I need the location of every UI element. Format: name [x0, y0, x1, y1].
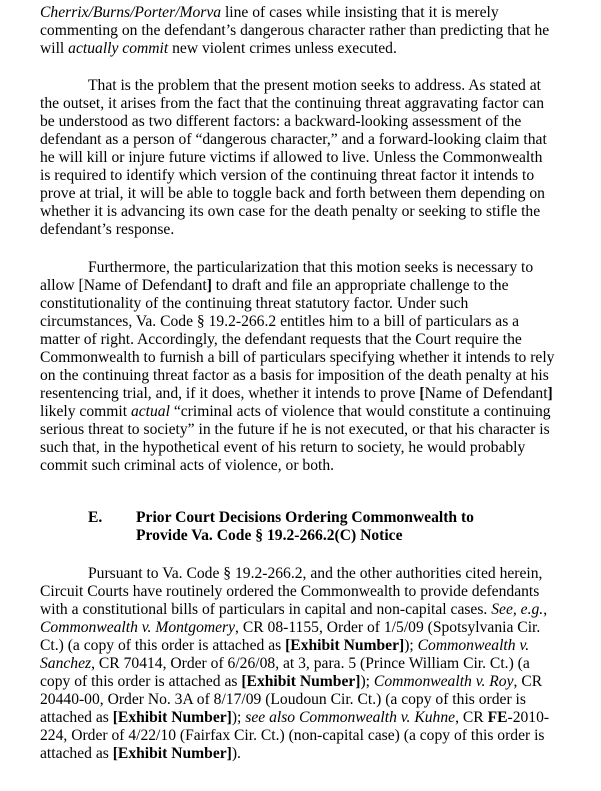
text-line: circumstances, Va. Code § 19.2-266.2 entitles him to a bill of particulars as a [40, 313, 520, 330]
text-line: the outset, it arises from the fact that the continuing threat aggravating factor can [40, 95, 545, 112]
text-span: to draft and file an appropriate challenge to the [211, 277, 509, 294]
text-line: he will kill or injure future victims if allowed to live. Unless the Commonwealth [40, 149, 543, 166]
text-line: commit such criminal acts of violence, or both. [40, 457, 335, 474]
text-line: serious threat to society” in the future if he is not executed, or that his character is [40, 421, 550, 438]
text-span: copy of this order is attached as [40, 673, 242, 690]
text-line [40, 745, 241, 763]
text-line [40, 277, 509, 295]
text-line [40, 619, 540, 637]
text-line [40, 385, 553, 403]
text-line: be understood as two different factors: a backward-looking assessment of the [40, 113, 522, 130]
signal-italic: See, e.g. [491, 601, 544, 618]
case-name-italic: see also Commonwealth v. Kuhne [245, 709, 456, 726]
text-span: attached as [40, 745, 113, 762]
text-line [40, 601, 547, 619]
bold-bracket: ] [547, 385, 553, 402]
bold-text: FE [487, 709, 508, 726]
text-line [40, 40, 397, 58]
text-line: on the continuing threat factor as a basis for imposition of the death penalty at his [40, 367, 549, 384]
text-line: whether it is advancing its own case for the death penalty or seeking to stifle the [40, 203, 541, 220]
text-span: Name of Defendant [424, 385, 548, 402]
text-span: line of cases while insisting that it is merely [221, 4, 499, 21]
text-line: matter of right. Accordingly, the defendant requests that the Court require the [40, 331, 522, 348]
text-span: , CR 08-1155, Order of 1/5/09 (Spotsylvania Cir. [235, 619, 541, 636]
text-line [40, 637, 529, 655]
text-line [40, 673, 542, 691]
text-line: constitutionality of the continuing threat statutory factor. Under such [40, 295, 469, 312]
text-line: Circuit Courts have routinely ordered the Commonwealth to provide defendants [40, 583, 540, 600]
text-span: allow [Name of Defendant [40, 277, 207, 294]
emphasis-italic: actual [130, 403, 170, 420]
text-line [40, 4, 499, 22]
text-span: Ct.) (a copy of this order is attached as [40, 637, 286, 654]
text-line: Furthermore, the particularization that this motion seeks is necessary to [88, 259, 534, 276]
text-span: , CR 70414, Order of 6/26/08, at 3, para. 5 (Prince William Cir. Ct.) (a [91, 655, 530, 672]
text-span: , CR [513, 673, 543, 690]
case-citation-italic: Cherrix/Burns/Porter/Morva [40, 4, 222, 21]
bold-bracket: [ [419, 385, 425, 402]
text-span: resentencing trial, and, if it does, whether it intends to prove [40, 385, 420, 402]
text-span: , CR [455, 709, 488, 726]
text-line: defendant’s response. [40, 221, 175, 238]
text-span: -2010- [507, 709, 550, 726]
text-line: commenting on the defendant’s dangerous character rather than predicting that he [40, 22, 550, 39]
text-span: new violent crimes unless executed. [168, 40, 397, 57]
text-line: prove at trial, it will be able to toggle back and forth between them depending on [40, 185, 545, 202]
section-letter: E. [88, 509, 103, 526]
emphasis-italic: actually commit [68, 40, 169, 57]
text-line: Commonwealth to furnish a bill of particulars specifying whether it intends to rely [40, 349, 555, 366]
text-line: 224, Order of 4/22/10 (Fairfax Cir. Ct.) (non-capital case) (a copy of this order is [40, 727, 545, 744]
exhibit-placeholder: [Exhibit Number] [112, 745, 232, 762]
text-span: will [40, 40, 69, 57]
text-span: likely commit [40, 403, 131, 420]
case-name-italic: Commonwealth v. Montgomery [40, 619, 236, 636]
case-name-italic: Sanchez [40, 655, 92, 672]
case-name-italic: Commonwealth v. [417, 637, 530, 654]
text-line: such that, in the hypothetical event of his return to society, he would probably [40, 439, 526, 456]
text-line [40, 403, 551, 421]
text-line: 20440-00, Order No. 3A of 8/17/09 (Loudoun Cir. Ct.) (a copy of this order is [40, 691, 526, 708]
text-span: , [543, 601, 548, 618]
text-span: ); [231, 709, 246, 726]
exhibit-placeholder: [Exhibit Number] [112, 709, 232, 726]
text-line: defendant as a person of “dangerous character,” and a forward-looking claim that [40, 131, 547, 148]
text-span: ); [404, 637, 418, 654]
bold-bracket: ] [206, 277, 212, 294]
case-name-italic: Commonwealth v. Roy [373, 673, 514, 690]
text-line: Pursuant to Va. Code § 19.2-266.2, and the other authorities cited herein, [88, 565, 543, 582]
text-span: with a constitutional bills of particulars in capital and non-capital cases. [40, 601, 492, 618]
text-span: attached as [40, 709, 113, 726]
text-span: ). [231, 745, 241, 762]
text-line [40, 709, 549, 727]
text-line: is required to identify which version of the continuing threat factor it intends to [40, 167, 535, 184]
text-span: “criminal acts of violence that would constitute a continuing [169, 403, 551, 420]
exhibit-placeholder: [Exhibit Number] [285, 637, 405, 654]
section-title-line: Prior Court Decisions Ordering Commonwealth to [136, 509, 474, 526]
text-span: ); [360, 673, 374, 690]
text-line: That is the problem that the present motion seeks to address. As stated at [88, 77, 541, 94]
section-title-line: Provide Va. Code § 19.2-266.2(C) Notice [136, 527, 403, 544]
text-line [40, 655, 530, 673]
exhibit-placeholder: [Exhibit Number] [241, 673, 361, 690]
